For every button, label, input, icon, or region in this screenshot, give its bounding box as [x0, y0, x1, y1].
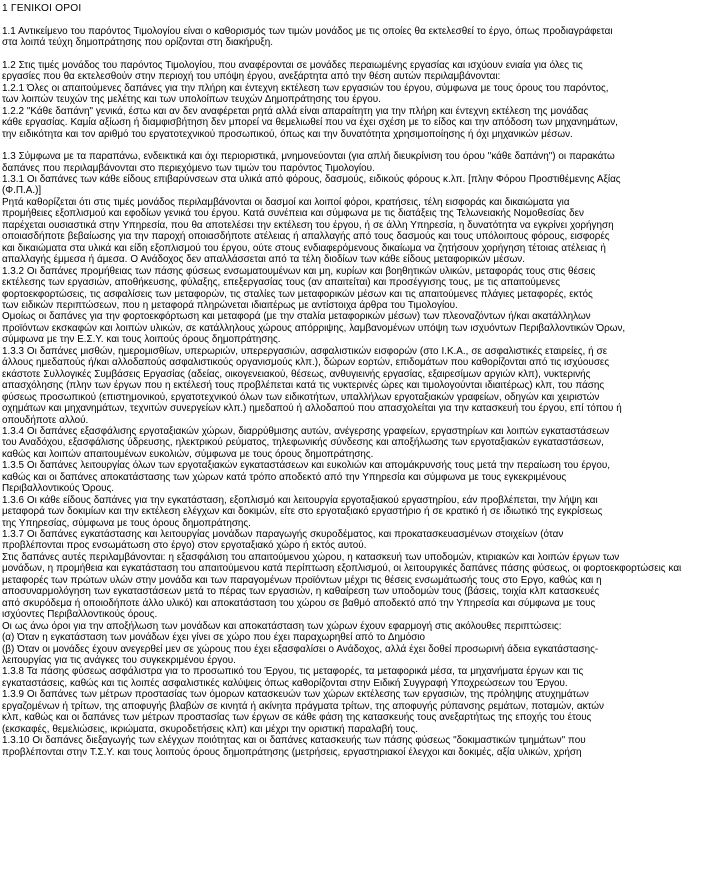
- paragraph-1-3: 1.3 Σύμφωνα με τα παραπάνω, ενδεικτικά και όχι περιοριστικά, μνημονεύονται (για απλή διευκρίνιση του όρου "κάθε δαπάνη") οι παρακάτω δαπάνες που περιλαμβάνονται στο περιεχόμενο των τιμών του παρόντος Τιμολογίου. 1.3.1 Οι δαπάνες των κάθε είδους επιβαρύνσεων στα υλικά από φόρους, δασμούς, ειδικούς φόρους κ.λπ. [πλην Φόρου Προστιθέμενης Αξίας (Φ.Π.Α.)] Ρητά καθορίζεται ότι στις τιμές μονάδος περιλαμβάνονται οι δασμοί και λοιποί φόροι, κρατήσεις, τέλη εισφοράς και δικαιώματα για προμήθειες εξοπλισμού και εφοδίων γενικά του έργου. Κατά συνέπεια και σύμφωνα με τις διατάξεις της Τελωνειακής Νομοθεσίας δεν παρέχεται ουσιαστικά στην Υπηρεσία, που θα αποτελέσει την εκτέλεση του έργου, ή σε άλλη Υπηρεσία, η δυνατότητα να εγκρίνει χορήγηση οποιασδήποτε βεβαίωσης για την παροχή οποιασδήποτε ατέλειας ή απαλλαγής από τους δασμούς και τους υπόλοιπους φόρους, εισφορές και δικαιώματα στα υλικά και είδη εξοπλισμού του έργου, ούτε στους ενδιαφερόμενους δικαίωμα να ζητήσουν χορήγηση τέτοιας ατέλειας ή απαλλαγής έμμεσα ή άμεσα. Ο Ανάδοχος δεν απαλλάσσεται από τα τέλη διοδίων των κάθε είδους μεταφορικών μέσων. 1.3.2 Οι δαπάνες προμήθειας των πάσης φύσεως ενσωματουμένων και μη, κυρίων και βοηθητικών υλικών, μεταφοράς τους στις θέσεις εκτέλεσης των εργασιών, αποθήκευσης, φύλαξης, επεξεργασίας τους (αν απαιτείται) και προσέγγισης τους, με τις απαιτούμενες φορτοεκφορτώσεις, τις ασφαλίσεις των μεταφορών, τις σταλίες των μεταφορικών μέσων και τις απαιτούμενες πλάγιες μεταφορές, εκτός των ειδικών περιπτώσεων, που η μεταφορά πληρώνεται ιδιαιτέρως με αντίστοιχα άρθρα του Τιμολογίου. Ομοίως οι δαπάνες για την φορτοεκφόρτωση και μεταφορά (με την σταλία μεταφορικών μέσων) των πλεοναζόντων ή/και ακατάλληλων προϊόντων εκσκαφών και λοιπών υλικών, σε κατάλληλους χώρους απόρριψης, λαμβανομένων υπόψη των ισχυόντων Περιβαλλοντικών Όρων, σύμφωνα με την Ε.Σ.Υ. και τους λοιπούς όρους δημοπράτησης. 1.3.3 Οι δαπάνες μισθών, ημερομισθίων, υπερωριών, υπερεργασιών, ασφαλιστικών εισφορών (στο Ι.Κ.Α., σε ασφαλιστικές εταιρείες, ή σε άλλους ημεδαπούς ή/και αλλοδαπούς ασφαλιστικούς οργανισμούς κλπ.), δώρων εορτών, επιδομάτων που καθορίζονται από τις ισχύουσες εκάστοτε Συλλογικές Συμβάσεις Εργασίας (αδείας, οικογενειακού, θέσεως, ανθυγιεινής εργασίας, εξαιρεσίμων αργιών κλπ), νυκτερινής απασχόλησης (πλην των έργων που η εκτέλεσή τους προβλέπεται κατά τις νυκτερινές ώρες και τιμολογούνται ιδιαιτέρως) κλπ, του πάσης φύσεως προσωπικού (επιστημονικού, εργατοτεχνικού όλων των ειδικοτήτων, υπαλλήλων εργοταξιακών γραφείων, οδηγών και χειριστών οχημάτων και μηχανημάτων, τεχνιτών συνεργείων κλπ.) ημεδαπού ή αλλοδαπού που απασχολείται για την κατασκευή του έργου, επί τόπου ή οπουδήποτε αλλού. 1.3.4 Οι δαπάνες εξασφάλισης εργοταξιακών χώρων, διαρρύθμισης αυτών, ανέγερσης γραφείων, εργαστηρίων και λοιπών εγκαταστάσεων του Αναδόχου, εξασφάλισης ύδρευσης, ηλεκτρικού ρεύματος, τηλεφωνικής σύνδεσης και αποξήλωσης των εργοταξιακών εγκαταστάσεων, καθώς και λοιπών απαιτουμένων ευκολιών, σύμφωνα με τους όρους δημοπράτησης. 1.3.5 Οι δαπάνες λειτουργίας όλων των εργοταξιακών εγκαταστάσεων και ευκολιών και απομάκρυνσής τους μετά την περαίωση του έργου, καθώς και οι δαπάνες αποκατάστασης των χώρων κατά τρόπο αποδεκτό από την Υπηρεσία και σύμφωνα με τους εγκεκριμένους Περιβαλλοντικούς Όρους. 1.3.6 Οι κάθε είδους δαπάνες για την εγκατάσταση, εξοπλισμό και λειτουργία εργοταξιακού εργαστηρίου, εάν προβλέπεται, την λήψη και μεταφορά των δοκιμίων και την εκτέλεση ελέγχων και δοκιμών, είτε στο εργοταξιακό εργαστήριο ή σε κρατικό ή σε ιδιωτικό της εγκρίσεως της Υπηρεσίας, σύμφωνα με τους όρους δημοπράτησης. 1.3.7 Οι δαπάνες εγκατάστασης και λειτουργίας μονάδων παραγωγής σκυροδέματος, και προκατασκευασμένων στοιχείων (όταν προβλέπονται προς ενσωμάτωση στο έργο) στον εργοταξιακό χώρο ή εκτός αυτού. Στις δαπάνες αυτές περιλαμβάνονται: η εξασφάλιση του απαιτούμενου χώρου, η κατασκευή των υποδομών, κτιριακών και λοιπών έργων των μονάδων, η προμήθεια και εγκατάσταση του απαιτούμενου κατά περίπτωση εξοπλισμού, οι λειτουργικές δαπάνες πάσης φύσεως, οι φορτοεκφορτώσεις και μεταφορές των πρώτων υλών στην μονάδα και των παραγομένων προϊόντων μέχρι τις θέσεις ενσωμάτωσής τους στο Εργο, καθώς και η αποσυναρμολόγηση των εγκαταστάσεων μετά το πέρας των εργασιών, η καθαίρεση των υποδομών τους (βάσεις, τοιχία κλπ κατασκευές από σκυρόδεμα ή οποιοδήποτε άλλο υλικό) και αποκατάσταση του χώρου σε βαθμό αποδεκτό από την Υπηρεσία και σύμφωνα με τους ισχύοντες Περιβαλλοντικούς όρους. Οι ως άνω όροι για την αποξήλωση των μονάδων και αποκατάσταση των χώρων έχουν εφαρμογή στις ακόλουθες περιπτώσεις: (α) Όταν η εγκατάσταση των μονάδων έχει γίνει σε χώρο που έχει παραχωρηθεί από το Δημόσιο (β) Όταν οι μονάδες έχουν ανεγερθεί μεν σε χώρους που έχει εξασφαλίσει ο Ανάδοχος, αλλά έχει δοθεί προσωρινή άδεια εγκατάστασης- λειτουργίας για τις ανάγκες του συγκεκριμένου έργου. 1.3.8 Τα πάσης φύσεως ασφάλιστρα για το προσωπικό του Έργου, τις μεταφορές, τα μεταφορικά μέσα, τα μηχανήματα έργων και τις εγκαταστάσεις, καθώς και τις λοιπές ασφαλιστικές καλύψεις όπως καθορίζονται στην Ειδική Συγγραφή Υποχρεώσεων του Έργου. 1.3.9 Οι δαπάνες των μέτρων προστασίας των όμορων κατασκευών των χώρων εκτέλεσης των εργασιών, της πρόληψης ατυχημάτων εργαζομένων ή τρίτων, της αποφυγής βλαβών σε κινητά ή ακίνητα πράγματα τρίτων, της αποφυγής ρύπανσης ρεμάτων, ποταμών, ακτών κλπ, καθώς και οι δαπάνες των μέτρων προστασίας των έργων σε κάθε φάση της κατασκευής τους ανεξαρτήτως της εποχής του έτους (εκσκαφές, θεμελιώσεις, ικριώματα, σκυροδετήσεις κλπ) και μέχρι την οριστική παραλαβή τους. 1.3.10 Οι δαπάνες διεξαγωγής των ελέγχων ποιότητας και οι δαπάνες κατασκευής των πάσης φύσεως "δοκιμαστικών τμημάτων" που προβλέπονται στην Τ.Σ.Υ. και τους λοιπούς όρους δημοπράτησης (μετρήσεις, εργαστηριακοί έλεγχοι και δοκιμές, αξία υλικών, χρήση: [2, 151, 682, 758]
- spacer: [2, 15, 716, 26]
- paragraph-1-1: 1.1 Αντικείμενο του παρόντος Τιμολογίου είναι ο καθορισμός των τιμών μονάδος με τις οποίες θα εκτελεσθεί το έργο, όπως προδιαγράφεται στα λοιπά τεύχη δημοπράτησης που ορίζονται στη διακήρυξη.: [2, 26, 613, 49]
- paragraph-1-2: 1.2 Στις τιμές μονάδος του παρόντος Τιμολογίου, που αναφέρονται σε μονάδες περαιωμένης εργασίας και ισχύουν ενιαία για όλες τις εργασίες που θα εκτελεσθούν στην περιοχή του υπόψη έργου, ανεξάρτητα από την θέση αυτών περιλαμβάνονται: 1.2.1 Όλες οι απαιτούμενες δαπάνες για την πλήρη και έντεχνη εκτέλεση των εργασιών του έργου, σύμφωνα με τους όρους του παρόντος, των λοιπών τευχών της μελέτης και των υπολοίπων τευχών Δημοπράτησης του έργου. 1.2.2 "Κάθε δαπάνη" γενικά, έστω και αν δεν αναφέρεται ρητά αλλά είναι απαραίτητη για την πλήρη και έντεχνη εκτέλεση της μονάδας κάθε εργασίας. Καμία αξίωση ή διαμφισβήτηση δεν μπορεί να θεμελιωθεί που να έχει σχέση με το είδος και την απόδοση των μηχανημάτων, την ειδικότητα και τον αριθμό του εργατοτεχνικού προσωπικού, όπως και την δυνατότητα χρησιμοποίησης ή όχι μηχανικών μέσων.: [2, 59, 618, 140]
- spacer: [2, 140, 716, 151]
- spacer: [2, 49, 716, 60]
- document-title: 1 ΓΕΝΙΚΟΙ ΟΡΟΙ: [2, 3, 82, 14]
